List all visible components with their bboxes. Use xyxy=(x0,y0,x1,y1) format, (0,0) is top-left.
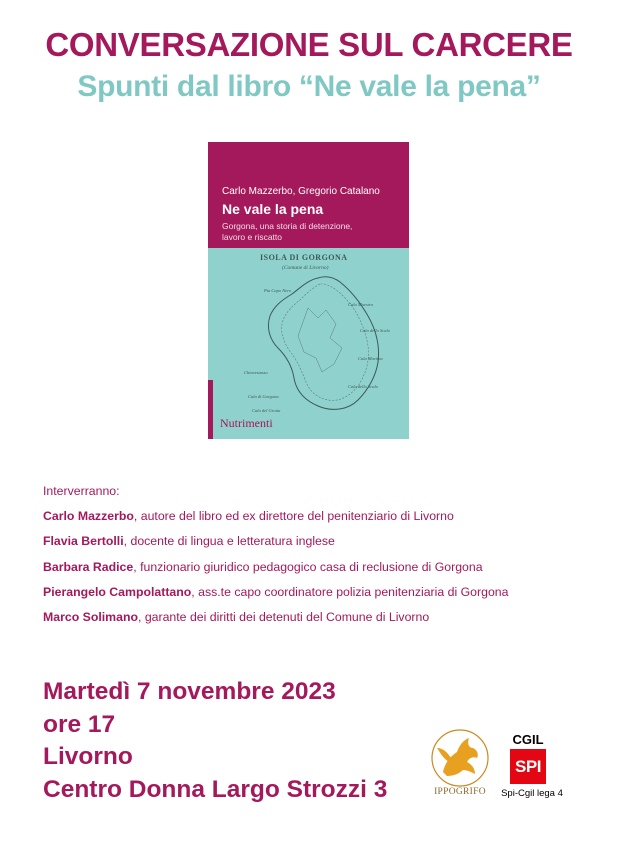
cgil-wordmark: CGIL xyxy=(512,732,544,747)
book-cover xyxy=(208,142,409,439)
book-subtitle-line1: Gorgona, una storia di detenzione, xyxy=(222,221,353,231)
book-authors: Carlo Mazzerbo, Gregorio Catalano xyxy=(222,186,380,197)
speaker-role: , docente di lingua e letteratura inglese xyxy=(123,534,335,549)
svg-text:Cala di Gorgona: Cala di Gorgona xyxy=(248,394,279,399)
ippogrifo-label: IPPOGRIFO xyxy=(434,787,486,797)
speaker-item xyxy=(43,534,603,559)
speaker-item xyxy=(43,610,603,635)
book-subtitle-line2: lavoro e riscatto xyxy=(222,232,282,242)
spi-box: SPI xyxy=(510,749,546,784)
book-title: Ne vale la pena xyxy=(222,201,324,217)
speaker-item xyxy=(43,560,603,585)
speaker-name: Carlo Mazzerbo xyxy=(43,509,134,523)
speakers-list xyxy=(43,484,603,635)
island-map-illustration xyxy=(208,248,409,439)
page-title: CONVERSAZIONE SUL CARCERE xyxy=(45,26,573,63)
page-subtitle: Spunti dal libro “Ne vale la pena” xyxy=(77,70,541,103)
map-subtitle: (Comune di Livorno) xyxy=(282,265,329,271)
svg-text:Cala Martina: Cala Martina xyxy=(358,356,383,361)
speaker-role: , garante dei diritti dei detenuti del Comune di Livorno xyxy=(137,610,430,625)
speaker-name: Marco Solimano xyxy=(43,610,138,625)
spi-cgil-caption: Spi-Cgil lega 4 xyxy=(501,788,563,799)
svg-text:Cala Maestra: Cala Maestra xyxy=(348,302,373,307)
event-venue: Centro Donna Largo Strozzi 3 xyxy=(43,775,388,803)
svg-text:Cala del Grotta: Cala del Grotta xyxy=(252,408,281,413)
svg-text:Cala dello Scalo: Cala dello Scalo xyxy=(348,384,378,389)
speaker-item xyxy=(43,509,603,534)
speaker-role: , autore del libro ed ex direttore del penitenziario di Livorno xyxy=(133,509,454,523)
event-details xyxy=(43,676,387,806)
speaker-name: Barbara Radice xyxy=(43,559,134,574)
speaker-name: Pierangelo Campolattano xyxy=(43,584,192,599)
svg-text:Cala dello Scalo: Cala dello Scalo xyxy=(360,328,390,333)
spi-cgil-logo xyxy=(508,732,548,786)
svg-text:Chiavestasso: Chiavestasso xyxy=(244,370,268,375)
speaker-role: , funzionario giuridico pedagogico casa di reclusione di Gorgona xyxy=(133,559,483,574)
book-publisher: Nutrimenti xyxy=(220,416,273,430)
book-spine-strip xyxy=(208,380,213,439)
speaker-role: , ass.te capo coordinatore polizia penitenziaria di Gorgona xyxy=(191,584,509,599)
event-time: ore 17 xyxy=(43,710,116,738)
svg-text:Pta Capo Nero: Pta Capo Nero xyxy=(264,288,292,293)
speakers-intro: Interverranno: xyxy=(43,484,120,498)
map-title: ISOLA DI GORGONA xyxy=(260,253,348,262)
speaker-item xyxy=(43,585,603,610)
event-city: Livorno xyxy=(43,743,133,770)
event-date: Martedì 7 novembre 2023 xyxy=(43,678,336,705)
speaker-name: Flavia Bertolli xyxy=(43,534,124,549)
